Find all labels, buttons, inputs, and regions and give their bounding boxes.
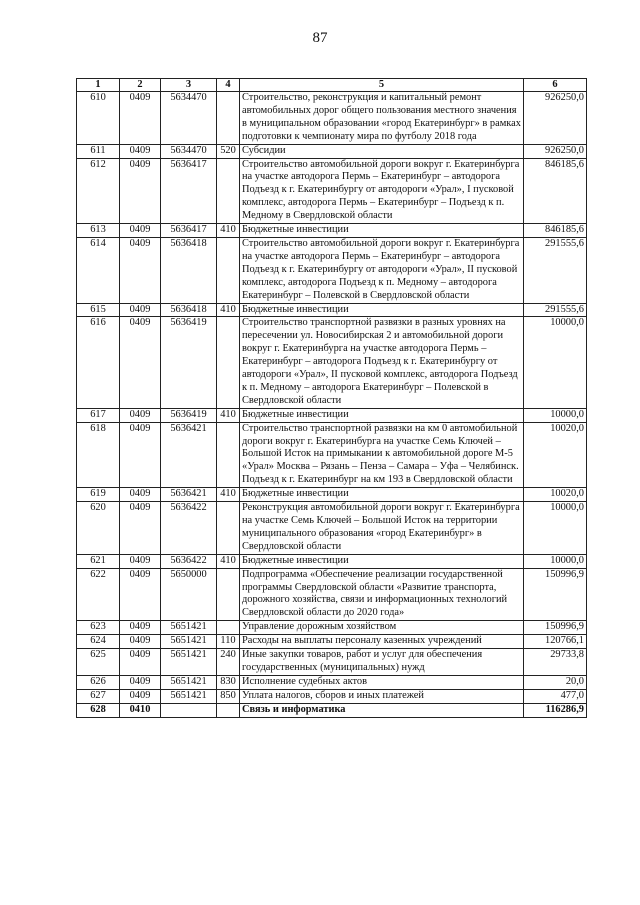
row-number-cell: 619 <box>77 488 120 502</box>
description-cell: Строительство транспортной развязки в разных уровнях на пересечении ул. Новосибирская 2 и автомобильной дороги вокруг г. Екатеринбурга на участке автодорога Пермь – Екатеринбург – автодорога Подъезд к г. Екатеринбургу от автодороги «Урал», II пусковой комплекс, автодорога Подъезд к п. Медному – автодорога Екатеринбург – Полевской в Свердловской области <box>240 317 524 408</box>
table-row <box>77 488 587 502</box>
section-code-cell: 0409 <box>120 237 161 303</box>
expense-type-cell <box>217 92 240 145</box>
amount-cell: 291555,6 <box>524 237 587 303</box>
amount-cell: 150996,9 <box>524 621 587 635</box>
expense-type-cell: 410 <box>217 488 240 502</box>
table-body <box>77 92 587 718</box>
description-cell: Строительство транспортной развязки на км 0 автомобильной дороги вокруг г. Екатеринбурга на участке Семь Ключей – Большой Исток на примыкании к автомобильной дороге М-5 «Урал» Москва – Рязань – Пенза – Самара – Уфа – Челябинск. Подъезд к г. Екатеринбург на км 193 в Свердловской области <box>240 422 524 488</box>
row-number-cell: 613 <box>77 224 120 238</box>
target-article-cell: 5636418 <box>161 303 217 317</box>
table-row <box>77 621 587 635</box>
description-cell: Субсидии <box>240 144 524 158</box>
row-number-cell: 624 <box>77 635 120 649</box>
expense-type-cell <box>217 422 240 488</box>
row-number-cell: 622 <box>77 568 120 621</box>
expense-type-cell <box>217 158 240 224</box>
row-number-cell: 627 <box>77 689 120 703</box>
target-article-cell: 5636421 <box>161 422 217 488</box>
table-row <box>77 502 587 555</box>
table-row <box>77 649 587 676</box>
section-code-cell: 0409 <box>120 422 161 488</box>
section-code-cell: 0409 <box>120 502 161 555</box>
table-row <box>77 689 587 703</box>
expense-type-cell <box>217 703 240 717</box>
target-article-cell: 5636422 <box>161 502 217 555</box>
column-header: 2 <box>120 79 161 92</box>
amount-cell: 10000,0 <box>524 317 587 408</box>
amount-cell: 10020,0 <box>524 422 587 488</box>
table-row <box>77 408 587 422</box>
amount-cell: 926250,0 <box>524 144 587 158</box>
target-article-cell: 5651421 <box>161 675 217 689</box>
amount-cell: 291555,6 <box>524 303 587 317</box>
amount-cell: 926250,0 <box>524 92 587 145</box>
expense-type-cell: 850 <box>217 689 240 703</box>
row-number-cell: 628 <box>77 703 120 717</box>
expense-type-cell <box>217 502 240 555</box>
target-article-cell: 5651421 <box>161 649 217 676</box>
expense-type-cell <box>217 317 240 408</box>
description-cell: Реконструкция автомобильной дороги вокруг г. Екатеринбурга на участке Семь Ключей – Большой Исток на территории муниципального образования «город Екатеринбург» в Свердловской области <box>240 502 524 555</box>
expense-type-cell: 410 <box>217 224 240 238</box>
table-row <box>77 422 587 488</box>
section-code-cell: 0409 <box>120 649 161 676</box>
target-article-cell <box>161 703 217 717</box>
expense-type-cell: 410 <box>217 408 240 422</box>
amount-cell: 120766,1 <box>524 635 587 649</box>
row-number-cell: 616 <box>77 317 120 408</box>
table-row <box>77 303 587 317</box>
amount-cell: 10000,0 <box>524 408 587 422</box>
section-code-cell: 0409 <box>120 158 161 224</box>
section-code-cell: 0409 <box>120 317 161 408</box>
description-cell: Строительство автомобильной дороги вокруг г. Екатеринбурга на участке автодорога Пермь – Екатеринбург – автодорога Подъезд к г. Екатеринбургу от автодороги «Урал», II пусковой комплекс, автодорога Подъезд к п. Медному – автодорога Екатеринбург – Полевской в Свердловской области <box>240 237 524 303</box>
section-code-cell: 0409 <box>120 224 161 238</box>
target-article-cell: 5634470 <box>161 92 217 145</box>
expense-type-cell: 240 <box>217 649 240 676</box>
amount-cell: 29733,8 <box>524 649 587 676</box>
amount-cell: 150996,9 <box>524 568 587 621</box>
description-cell: Бюджетные инвестиции <box>240 303 524 317</box>
amount-cell: 846185,6 <box>524 224 587 238</box>
description-cell: Бюджетные инвестиции <box>240 488 524 502</box>
description-cell: Уплата налогов, сборов и иных платежей <box>240 689 524 703</box>
amount-cell: 10020,0 <box>524 488 587 502</box>
amount-cell: 10000,0 <box>524 554 587 568</box>
expense-type-cell: 520 <box>217 144 240 158</box>
table-row <box>77 554 587 568</box>
expense-type-cell: 410 <box>217 554 240 568</box>
row-number-cell: 611 <box>77 144 120 158</box>
target-article-cell: 5636418 <box>161 237 217 303</box>
target-article-cell: 5636421 <box>161 488 217 502</box>
expense-type-cell <box>217 568 240 621</box>
section-code-cell: 0409 <box>120 689 161 703</box>
target-article-cell: 5636419 <box>161 408 217 422</box>
target-article-cell: 5651421 <box>161 689 217 703</box>
row-number-cell: 618 <box>77 422 120 488</box>
description-cell: Управление дорожным хозяйством <box>240 621 524 635</box>
section-code-cell: 0409 <box>120 554 161 568</box>
amount-cell: 20,0 <box>524 675 587 689</box>
expense-type-cell <box>217 237 240 303</box>
section-code-cell: 0409 <box>120 488 161 502</box>
column-header: 1 <box>77 79 120 92</box>
section-code-cell: 0409 <box>120 675 161 689</box>
description-cell: Бюджетные инвестиции <box>240 224 524 238</box>
description-cell: Строительство автомобильной дороги вокруг г. Екатеринбурга на участке автодорога Пермь – Екатеринбург – автодорога Подъезд к г. Екатеринбургу от автодороги «Урал», I пусковой комплекс, автодорога Пермь – Екатеринбург – Подъезд к п. Медному в Свердловской области <box>240 158 524 224</box>
target-article-cell: 5636417 <box>161 224 217 238</box>
description-cell: Иные закупки товаров, работ и услуг для обеспечения государственных (муниципальных) нужд <box>240 649 524 676</box>
section-code-cell: 0409 <box>120 568 161 621</box>
row-number-cell: 623 <box>77 621 120 635</box>
target-article-cell: 5651421 <box>161 621 217 635</box>
amount-cell: 846185,6 <box>524 158 587 224</box>
amount-cell: 477,0 <box>524 689 587 703</box>
row-number-cell: 621 <box>77 554 120 568</box>
description-cell: Строительство, реконструкция и капитальный ремонт автомобильных дорог общего пользования местного значения в муниципальном образовании «город Екатеринбург» в рамках подготовки к чемпионату мира по футболу 2018 года <box>240 92 524 145</box>
description-cell: Бюджетные инвестиции <box>240 408 524 422</box>
amount-cell: 10000,0 <box>524 502 587 555</box>
row-number-cell: 615 <box>77 303 120 317</box>
table-row <box>77 568 587 621</box>
row-number-cell: 610 <box>77 92 120 145</box>
table-row <box>77 92 587 145</box>
section-code-cell: 0409 <box>120 635 161 649</box>
budget-table <box>76 78 587 718</box>
table-header-row <box>77 79 587 92</box>
section-code-cell: 0410 <box>120 703 161 717</box>
row-number-cell: 620 <box>77 502 120 555</box>
target-article-cell: 5636419 <box>161 317 217 408</box>
table-row <box>77 144 587 158</box>
expense-type-cell: 110 <box>217 635 240 649</box>
target-article-cell: 5634470 <box>161 144 217 158</box>
description-cell: Бюджетные инвестиции <box>240 554 524 568</box>
description-cell: Исполнение судебных актов <box>240 675 524 689</box>
section-code-cell: 0409 <box>120 408 161 422</box>
table-row <box>77 675 587 689</box>
section-code-cell: 0409 <box>120 621 161 635</box>
target-article-cell: 5636422 <box>161 554 217 568</box>
row-number-cell: 626 <box>77 675 120 689</box>
expense-type-cell <box>217 621 240 635</box>
table-row <box>77 703 587 717</box>
column-header: 3 <box>161 79 217 92</box>
expense-type-cell: 410 <box>217 303 240 317</box>
column-header: 4 <box>217 79 240 92</box>
row-number-cell: 625 <box>77 649 120 676</box>
page-number: 87 <box>312 30 328 46</box>
target-article-cell: 5651421 <box>161 635 217 649</box>
section-code-cell: 0409 <box>120 144 161 158</box>
section-code-cell: 0409 <box>120 92 161 145</box>
section-code-cell: 0409 <box>120 303 161 317</box>
row-number-cell: 612 <box>77 158 120 224</box>
description-cell: Связь и информатика <box>240 703 524 717</box>
description-cell: Расходы на выплаты персоналу казенных учреждений <box>240 635 524 649</box>
row-number-cell: 617 <box>77 408 120 422</box>
column-header: 6 <box>524 79 587 92</box>
table-row <box>77 237 587 303</box>
table-row <box>77 158 587 224</box>
row-number-cell: 614 <box>77 237 120 303</box>
amount-cell: 116286,9 <box>524 703 587 717</box>
table-row <box>77 635 587 649</box>
description-cell: Подпрограмма «Обеспечение реализации государственной программы Свердловской области «Развитие транспорта, дорожного хозяйства, связи и информационных технологий Свердловской области до 2020 года» <box>240 568 524 621</box>
target-article-cell: 5636417 <box>161 158 217 224</box>
expense-type-cell: 830 <box>217 675 240 689</box>
table-row <box>77 317 587 408</box>
column-header: 5 <box>240 79 524 92</box>
target-article-cell: 5650000 <box>161 568 217 621</box>
table-row <box>77 224 587 238</box>
